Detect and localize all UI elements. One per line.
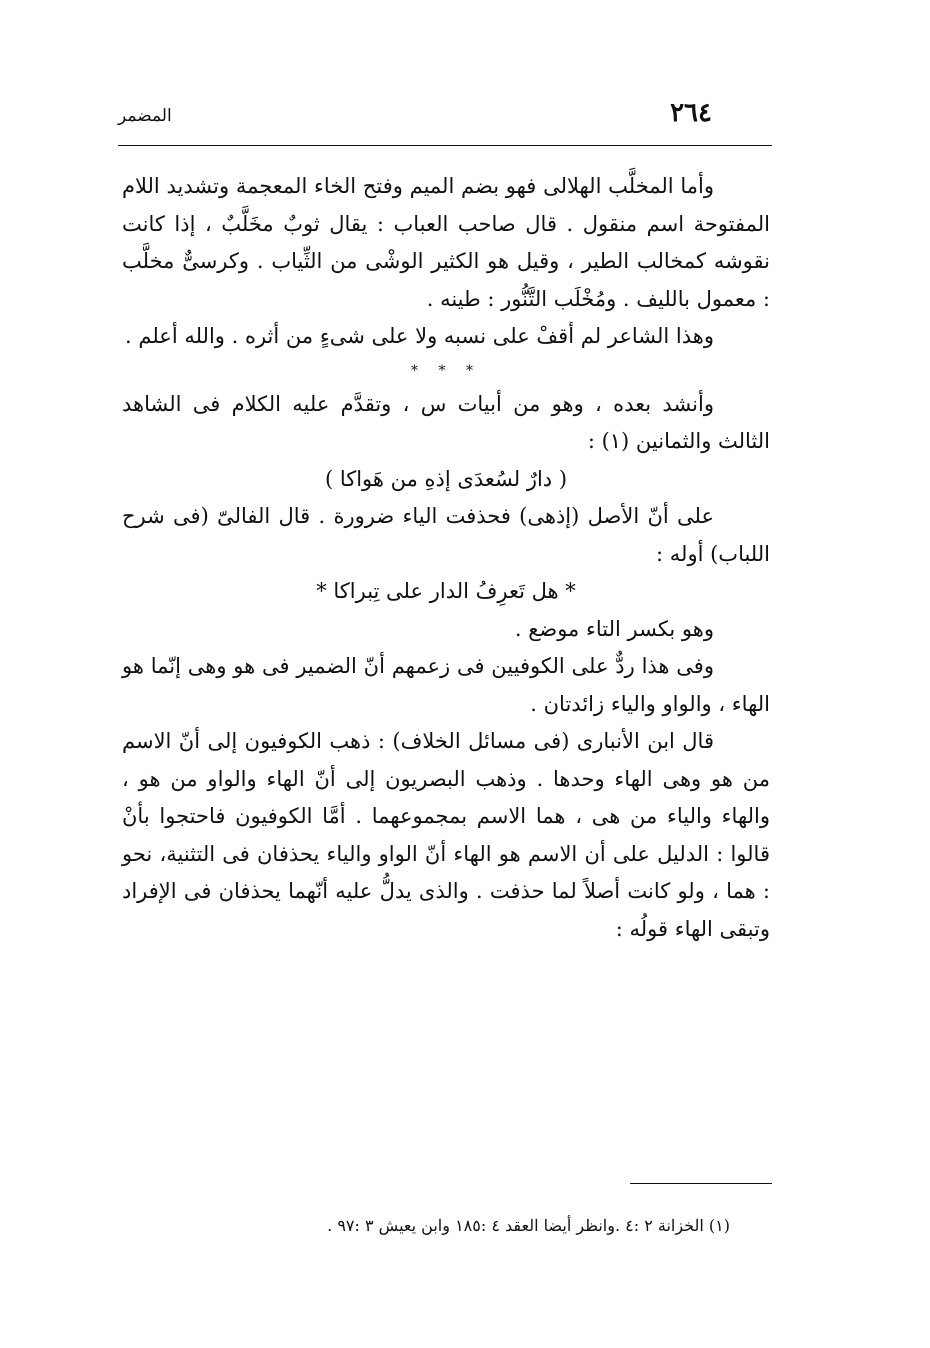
page-header — [118, 98, 772, 136]
paragraph-asl: على أنّ الأصل (إذهى) فحذفت الياء ضرورة . قال الفالىّ (فى شرح اللباب) أوله : — [122, 504, 770, 566]
footnote: (١) الخزانة ٢ :٤ .وانظر أيضا العقد ٤ :١٨٥ وابن يعيش ٣ :٩٧ . — [327, 1216, 730, 1235]
main-text — [122, 168, 770, 948]
paragraph-anshad: وأنشد بعده ، وهو من أبيات س ، وتقدَّم عليه الكلام فى الشاهد الثالث والثمانين (١) : — [122, 391, 770, 453]
footnote-rule — [630, 1183, 772, 1184]
section-separator: * * * — [411, 362, 481, 379]
paragraph-mukhallab: وأما المخلَّب الهلالى فهو بضم الميم وفتح الخاء المعجمة وتشديد اللام المفتوحة اسم منقول . قال صاحب العباب : يقال ثوبٌ مخَلَّبٌ ، إذا كانت نقوشه كمخالب الطير ، وقيل هو الكثير الوشْى من الثِّياب . وكرسىٌّ مخلَّب : معمول بالليف . ومُخْلَب التَّنُّور : طينه . — [122, 174, 770, 311]
paragraph-kufiyyin: وفى هذا ردٌّ على الكوفيين فى زعمهم أنّ الضمير فى هو وهى إنّما هو الهاء ، والواو والياء زائدتان . — [122, 654, 770, 716]
verse-line-2: * هل تَعرِفُ الدار على تِبراكا * — [316, 579, 576, 603]
header-rule — [118, 145, 772, 146]
paragraph-anbari: قال ابن الأنبارى (فى مسائل الخلاف) : ذهب الكوفيون إلى أنّ الاسم من هو وهى الهاء وحدها . وذهب البصريون إلى أنّ الهاء والواو من هو ، والهاء والياء من هى ، هما الاسم بمجموعهما . أمَّا الكوفيون فاحتجوا بأنْ قالوا : الدليل على أن الاسم هو الهاء أنّ الواو والياء يحذفان فى التثنية، نحو : هما ، ولو كانت أصلاً لما حذفت . والذى يدلُّ عليه أنّهما يحذفان فى الإفراد وتبقى الهاء قولُه : — [122, 729, 770, 941]
verse-line-1: ( دارٌ لسُعدَى إذهِ من هَواكا ) — [324, 466, 568, 491]
paragraph-place: وهو بكسر التاء موضع . — [514, 616, 714, 641]
running-title: المضمر — [118, 106, 172, 126]
page-number: ٢٦٤ — [670, 98, 712, 128]
paragraph-poet-unknown: وهذا الشاعر لم أقفْ على نسبه ولا على شىءٍ من أثره . والله أعلم . — [125, 324, 714, 348]
